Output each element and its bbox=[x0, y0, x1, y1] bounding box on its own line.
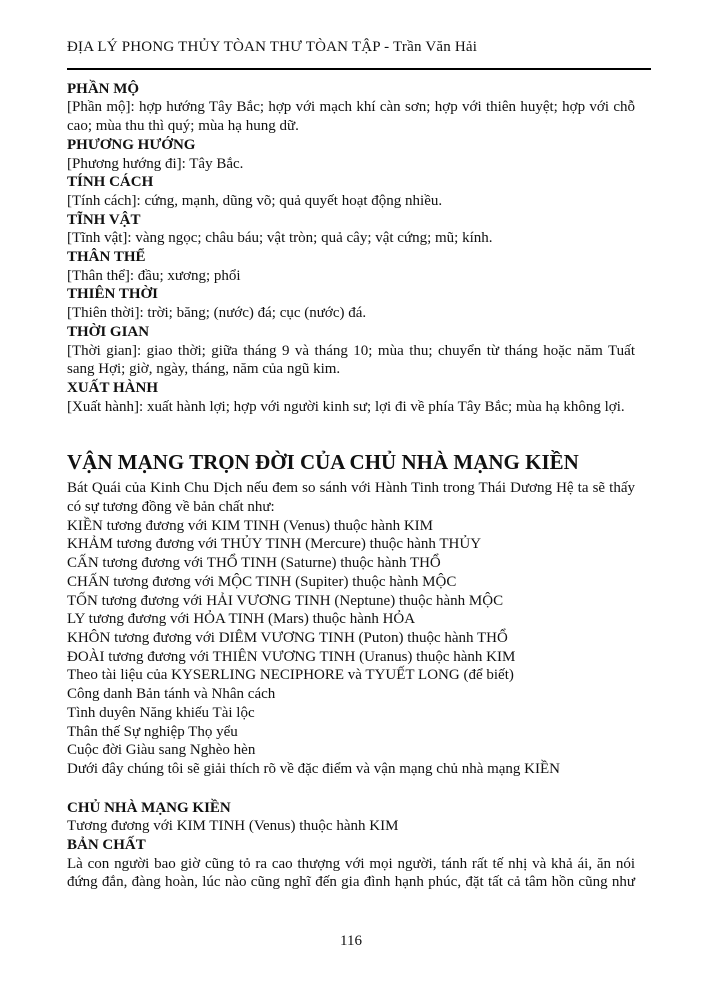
destiny-section-title: VẬN MẠNG TRỌN ĐỜI CỦA CHỦ NHÀ MẠNG KIỀN bbox=[67, 450, 579, 475]
attribute-section bbox=[67, 136, 635, 173]
list-item: Theo tài liệu của KYSERLING NECIPHORE và TYUẾT LONG (để biết) bbox=[67, 667, 514, 684]
section-heading: PHƯƠNG HƯỚNG bbox=[67, 136, 196, 153]
attribute-section bbox=[67, 80, 635, 136]
section-heading: TĨNH VẬT bbox=[67, 211, 141, 228]
list-item: Dưới đây chúng tôi sẽ giải thích rõ về đặc điểm và vận mạng chủ nhà mạng KIỀN bbox=[67, 760, 561, 777]
list-item: KHÔN tương đương với DIÊM VƯƠNG TINH (Puton) thuộc hành THỔ bbox=[67, 629, 508, 646]
section-body-text: [Phương hướng đi]: Tây Bắc. bbox=[67, 155, 244, 172]
header-rule bbox=[67, 68, 651, 70]
list-item: KIỀN tương đương với KIM TINH (Venus) thuộc hành KIM bbox=[67, 517, 433, 534]
list-item: Tình duyên Năng khiếu Tài lộc bbox=[67, 704, 255, 721]
section-body-text: [Thân thể]: đầu; xương; phổi bbox=[67, 267, 241, 284]
section-body-text: [Tính cách]: cứng, mạnh, dũng võ; quả quyết hoạt động nhiều. bbox=[67, 192, 443, 209]
section-heading: TÍNH CÁCH bbox=[67, 174, 154, 191]
destiny-correspondence-list bbox=[67, 517, 635, 779]
destiny-intro-paragraph: Bát Quái của Kinh Chu Dịch nếu đem so sánh với Hành Tinh trong Thái Dương Hệ ta sẽ thấy có sự tương đồng về bản chất như: bbox=[67, 480, 635, 516]
list-item: Thân thế Sự nghiệp Thọ yểu bbox=[67, 723, 238, 740]
section-body-text: [Phần mộ]: hợp hướng Tây Bắc; hợp với mạch khí càn sơn; hợp với thiên huyệt; hợp với chỗ cao; mùa thu thì quý; mùa hạ hung dữ. bbox=[67, 99, 635, 135]
list-item: ĐOÀI tương đương với THIÊN VƯƠNG TINH (Uranus) thuộc hành KIM bbox=[67, 648, 516, 665]
attribute-section bbox=[67, 211, 635, 248]
attribute-section bbox=[67, 173, 635, 210]
list-item: KHẢM tương đương với THỦY TINH (Mercure) thuộc hành THỦY bbox=[67, 536, 482, 553]
attribute-section bbox=[67, 248, 635, 285]
list-item: LY tương đương với HỎA TINH (Mars) thuộc hành HỎA bbox=[67, 611, 416, 628]
section-heading: THIÊN THỜI bbox=[67, 286, 159, 303]
nature-heading: BẢN CHẤT bbox=[67, 837, 146, 854]
section-heading: PHẦN MỘ bbox=[67, 80, 140, 97]
nature-body-paragraph: Là con người bao giờ cũng tỏ ra cao thượng với mọi người, tánh rất tế nhị và khả ái, ăn nói đứng đắn, đàng hoàn, lúc nào cũng nghĩ đến gia đình hạnh phúc, đặt tất cả tâm hồn cũng như bbox=[67, 855, 635, 891]
page-number: 116 bbox=[340, 933, 362, 950]
attribute-section bbox=[67, 379, 635, 416]
section-body-text: [Tĩnh vật]: vàng ngọc; châu báu; vật tròn; quả cây; vật cứng; mũ; kính. bbox=[67, 230, 493, 247]
attribute-section bbox=[67, 323, 635, 379]
section-heading: THÂN THỂ bbox=[67, 249, 146, 266]
list-item: CẤN tương đương với THỔ TINH (Saturne) thuộc hành THỔ bbox=[67, 555, 441, 572]
list-item: Cuộc đời Giàu sang Nghèo hèn bbox=[67, 742, 256, 759]
section-body-text: [Xuất hành]: xuất hành lợi; hợp với người kinh sư; lợi đi về phía Tây Bắc; mùa hạ không lợi. bbox=[67, 398, 625, 415]
owner-section-subtitle: Tương đương với KIM TINH (Venus) thuộc hành KIM bbox=[67, 818, 399, 835]
owner-section bbox=[67, 799, 635, 893]
list-item: CHẤN tương đương với MỘC TINH (Supiter) thuộc hành MỘC bbox=[67, 573, 457, 590]
attribute-sections bbox=[67, 80, 635, 417]
attribute-section bbox=[67, 285, 635, 322]
section-body-text: [Thời gian]: giao thời; giữa tháng 9 và tháng 10; mùa thu; chuyển từ tháng hoặc năm Tuất sang Hợi; giờ, ngày, tháng, năm của ngũ kim. bbox=[67, 342, 635, 378]
running-header-title: ĐỊA LÝ PHONG THỦY TÒAN THƯ TÒAN TẬP - Trần Văn Hải bbox=[67, 39, 478, 55]
list-item: Công danh Bản tánh và Nhân cách bbox=[67, 686, 276, 703]
section-heading: XUẤT HÀNH bbox=[67, 379, 158, 396]
owner-section-heading: CHỦ NHÀ MẠNG KIỀN bbox=[67, 799, 231, 816]
section-heading: THỜI GIAN bbox=[67, 323, 150, 340]
list-item: TỐN tương đương với HẢI VƯƠNG TINH (Neptune) thuộc hành MỘC bbox=[67, 592, 504, 609]
section-body-text: [Thiên thời]: trời; băng; (nước) đá; cục (nước) đá. bbox=[67, 305, 367, 322]
